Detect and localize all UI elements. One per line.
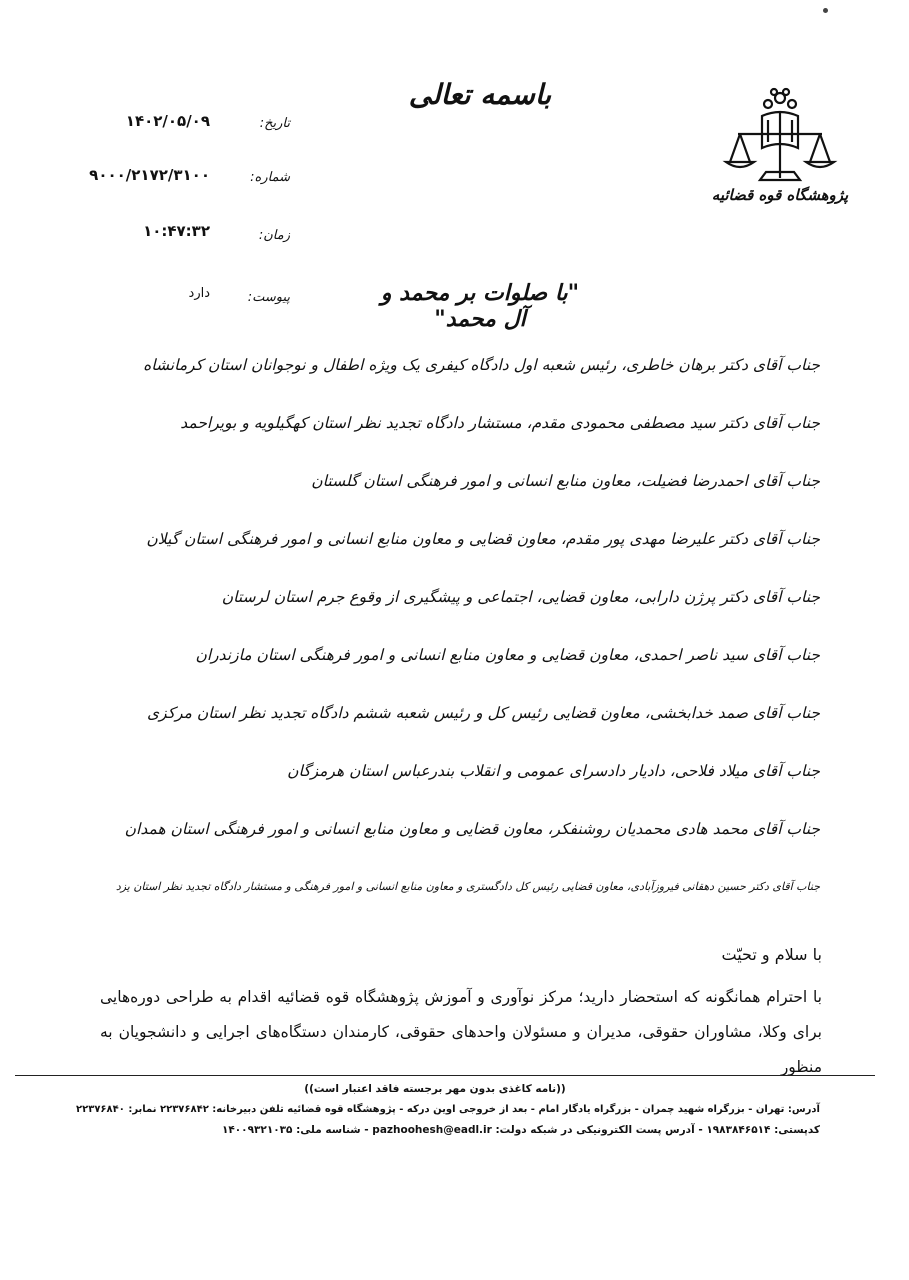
- date-value: ۱۴۰۲/۰۵/۰۹: [125, 112, 210, 130]
- recipient-line: جناب آقای محمد هادی محمدیان روشنفکر، معاون قضایی و معاون منابع انسانی و امور فرهنگی استان همدان: [124, 820, 820, 838]
- recipient-line: جناب آقای دکتر حسین دهقانی فیروزآبادی، معاون قضایی رئیس کل دادگستری و معاون منابع انسانی و امور فرهنگی و مستشار دادگاه تجدید نظر استان یزد: [115, 880, 820, 893]
- greeting: با سلام و تحیّت: [721, 945, 822, 964]
- footer-postal: کدپستی: ۱۹۸۳۸۴۶۵۱۴ - آدرس پست الکترونیکی در شبکه دولت: pazhoohesh@eadl.ir - شناسه ملی: ۱۴۰۰۹۳۲۱۰۳۵: [221, 1124, 820, 1136]
- salawat-line: "با صلوات بر محمد و آل محمد": [380, 280, 580, 332]
- attachment-label: پیوست:: [247, 290, 290, 305]
- recipients-list: [90, 336, 820, 916]
- logo-caption: پژوهشگاه قوه قضائیه: [711, 186, 849, 204]
- recipient-line: جناب آقای دکتر برهان خاطری، رئیس شعبه اول دادگاه کیفری یک ویژه اطفال و نوجوانان استان کرمانشاه: [143, 356, 820, 374]
- scales-of-justice-icon: [710, 86, 850, 186]
- date-label: تاریخ:: [259, 116, 290, 131]
- recipient-line: جناب آقای دکتر سید مصطفی محمودی مقدم، مستشار دادگاه تجدید نظر استان کهگیلویه و بویراحمد: [180, 414, 820, 432]
- body-paragraph: با احترام همانگونه که استحضار دارید؛ مرکز نوآوری و آموزش پژوهشگاه قوه قضائیه اقدام به طراحی دوره‌هایی برای وکلا، مشاوران حقوقی، مدیران و مسئولان واحدهای حقوقی، کارمندان دستگاه‌های اجرایی و دانشجویان به منظور: [100, 988, 822, 1076]
- footer-address: آدرس: تهران - بزرگراه شهید چمران - بزرگراه یادگار امام - بعد از خروجی اوین درکه - پژوهشگاه قوه قضائیه تلفن دبیرخانه: ۲۲۳۷۶۸۴۲ نمابر: ۲۲۳۷۶۸۴۰: [76, 1104, 820, 1115]
- attachment-value: دارد: [188, 286, 210, 301]
- recipient-line: جناب آقای سید ناصر احمدی، معاون قضایی و معاون منابع انسانی و امور فرهنگی استان مازندران: [195, 646, 820, 664]
- time-value: ۱۰:۴۷:۳۲: [143, 222, 210, 240]
- footer-notice: ((نامه کاغذی بدون مهر برجسته فاقد اعتبار است)): [304, 1083, 566, 1095]
- number-value: ۹۰۰۰/۲۱۷۲/۳۱۰۰: [89, 166, 210, 184]
- number-label: شماره:: [250, 170, 290, 185]
- scan-mark: [823, 8, 828, 13]
- recipient-line: جناب آقای میلاد فلاحی، دادیار دادسرای عمومی و انقلاب بندرعباس استان هرمزگان: [287, 762, 820, 780]
- recipient-line: جناب آقای صمد خدابخشی، معاون قضایی رئیس کل و رئیس شعبه ششم دادگاه تجدید نظر استان مرکزی: [147, 704, 820, 722]
- recipient-line: جناب آقای دکتر علیرضا مهدی پور مقدم، معاون قضایی و معاون منابع انسانی و امور فرهنگی استان گیلان: [146, 530, 820, 548]
- footer-divider: [15, 1075, 875, 1076]
- time-label: زمان:: [258, 228, 290, 243]
- institution-logo: [710, 86, 850, 216]
- letter-heading: باسمه تعالی: [408, 78, 552, 111]
- recipient-line: جناب آقای دکتر پرژن دارابی، معاون قضایی، اجتماعی و پیشگیری از وقوع جرم استان لرستان: [221, 588, 820, 606]
- recipient-line: جناب آقای احمدرضا فضیلت، معاون منابع انسانی و امور فرهنگی استان گلستان: [311, 472, 820, 490]
